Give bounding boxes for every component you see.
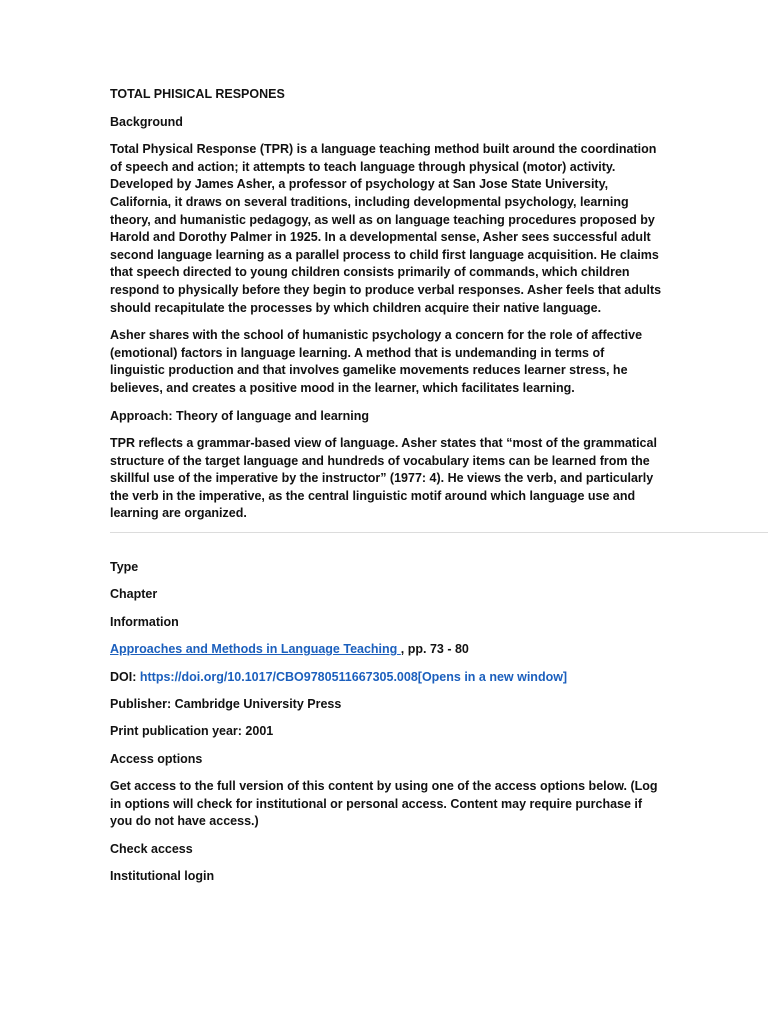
type-label: Type <box>110 560 139 574</box>
check-access: Check access <box>110 841 193 856</box>
doi-line <box>110 669 662 687</box>
access-options-heading: Access options <box>110 751 203 766</box>
book-title-link[interactable]: Approaches and Methods in Language Teaching <box>110 642 401 657</box>
approach-paragraph: TPR reflects a grammar-based view of language. Asher states that “most of the grammatical structure of the target language and hundreds of vocabulary items can be learned from the skillful use of the imperative by the instructor” (1977: 4). He views the verb, and particularly the verb in the imperative, as the central linguistic motif around which language use and learning are organized. <box>110 436 657 521</box>
information-label: Information <box>110 614 179 629</box>
background-paragraph-2: Asher shares with the school of humanistic psychology a concern for the role of affective (emotional) factors in language learning. A method that is undemanding in terms of linguistic production and that involves gamelike movements reduces learner stress, he believes, and creates a positive mood in the learner, which facilitates learning. <box>110 328 643 395</box>
type-value: Chapter <box>110 587 158 602</box>
print-year-line: Print publication year: 2001 <box>110 724 274 739</box>
background-heading: Background <box>110 114 183 129</box>
publisher-line: Publisher: Cambridge University Press <box>110 696 342 711</box>
document-body <box>110 86 662 533</box>
institutional-login: Institutional login <box>110 869 215 884</box>
access-description: Get access to the full version of this content by using one of the access options below. (Log in options will check for institutional or personal access. Content may require purchase if you do not have access.) <box>110 779 658 829</box>
section-divider <box>110 532 768 533</box>
background-paragraph-1: Total Physical Response (TPR) is a language teaching method built around the coordination of speech and action; it attempts to teach language through physical (motor) activity. Developed by James Asher, a professor of psychology at San Jose State University, California, it draws on several traditions, including developmental psychology, learning theory, and humanistic pedagogy, as well as on language teaching procedures proposed by Harold and Dorothy Palmer in 1925. In a developmental sense, Asher sees successful adult second language learning as a parallel process to child first language acquisition. He claims that speech directed to young children consists primarily of commands, which children respond to physically before they begin to produce verbal responses. Asher feels that adults should recapitulate the processes by which children acquire their native language. <box>110 142 662 315</box>
chapter-metadata <box>110 559 662 895</box>
book-reference <box>110 641 662 659</box>
document-title: TOTAL PHISICAL RESPONES <box>110 87 285 101</box>
approach-heading: Approach: Theory of language and learning <box>110 408 370 423</box>
doi-label: DOI: <box>110 669 140 684</box>
doi-link[interactable]: https://doi.org/10.1017/CBO9780511667305.008[Opens in a new window] <box>139 669 568 684</box>
page-range: , pp. 73 - 80 <box>400 642 469 657</box>
